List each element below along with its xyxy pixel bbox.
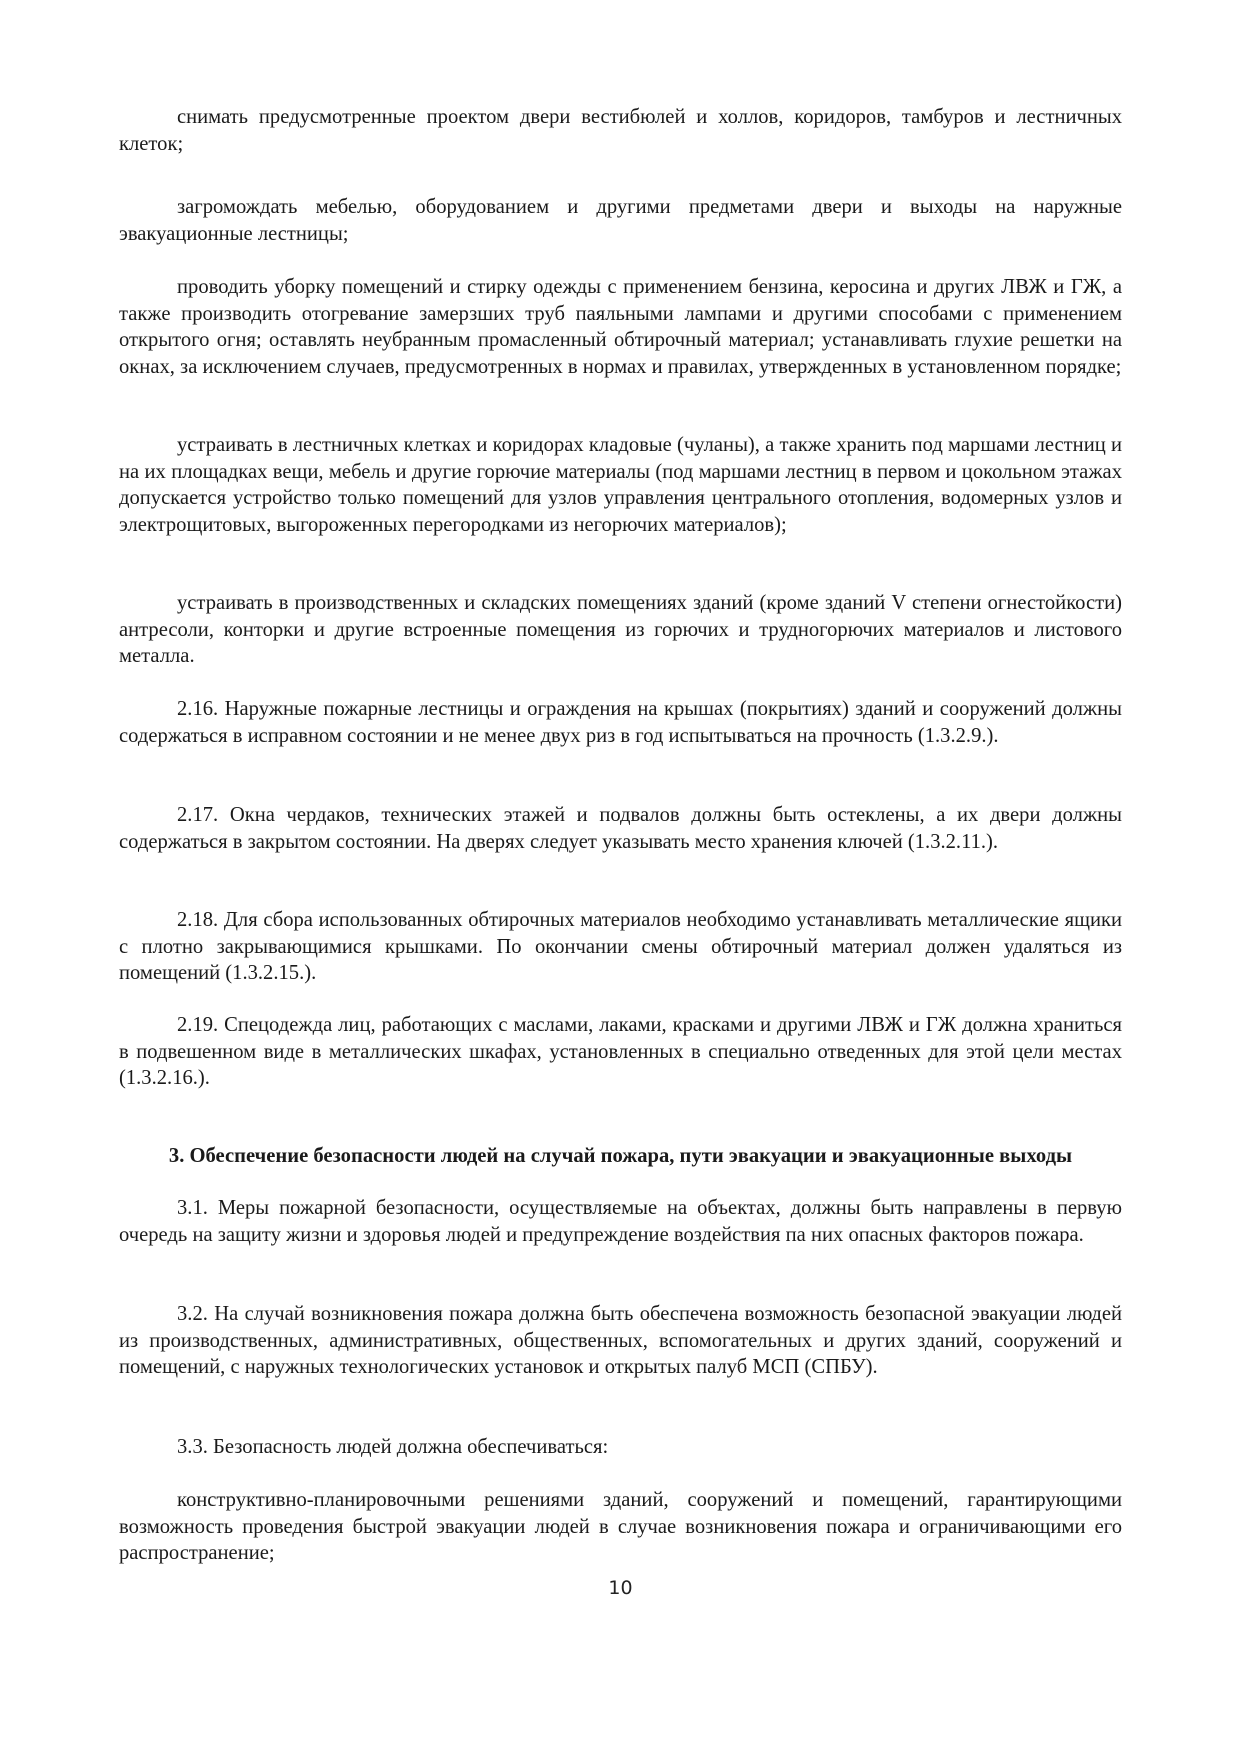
clause-2-19: 2.19. Спецодежда лиц, работающих с маслами, лаками, красками и другими ЛВЖ и ГЖ должна храниться в подвешенном виде в металлических шкафах, установленных в специально отведенных для этой цели местах (1.3.2.16.). xyxy=(119,1014,1122,1089)
clause-3-1: 3.1. Меры пожарной безопасности, осуществляемые на объектах, должны быть направлены в первую очередь на защиту жизни и здоровья людей и предупреждение воздействия па них опасных факторов пожара. xyxy=(119,1197,1122,1246)
section-heading: 3. Обеспечение безопасности людей на случай пожара, пути эвакуации и эвакуационные выходы xyxy=(168,1145,1073,1167)
clause-2-16: 2.16. Наружные пожарные лестницы и ограждения на крышах (покрытиях) зданий и сооружений должны содержаться в исправном состоянии и не менее двух риз в год испытываться на прочность (1.3.2.9.). xyxy=(119,698,1122,747)
paragraph: проводить уборку помещений и стирку одежды с применением бензина, керосина и других ЛВЖ и ГЖ, а также производить отогревание замерзших труб паяльными лампами и другими способами с применением открытого огня; оставлять неубранным промасленный обтирочный материал; устанавливать глухие решетки на окнах, за исключением случаев, предусмотренных в нормах и правилах, утвержденных в установленном порядке; xyxy=(119,276,1122,378)
clause-3-3: 3.3. Безопасность людей должна обеспечиваться: xyxy=(177,1436,609,1458)
clause-3-2: 3.2. На случай возникновения пожара должна быть обеспечена возможность безопасной эвакуации людей из производственных, административных, общественных, вспомогательных и других зданий, сооружений и помещений, с наружных технологических установок и открытых палуб МСП (СПБУ). xyxy=(119,1303,1122,1378)
clause-2-17: 2.17. Окна чердаков, технических этажей и подвалов должны быть остеклены, а их двери должны содержаться в закрытом состоянии. На дверях следует указывать место хранения ключей (1.3.2.11.). xyxy=(119,804,1122,853)
paragraph: устраивать в лестничных клетках и коридорах кладовые (чуланы), а также хранить под маршами лестниц и на их площадках вещи, мебель и другие горючие материалы (под маршами лестниц в первом и цокольном этажах допускается устройство только помещений для узлов управления центрального отопления, водомерных узлов и электрощитовых, выгороженных перегородками из негорючих материалов); xyxy=(119,434,1122,536)
clause-2-18: 2.18. Для сбора использованных обтирочных материалов необходимо устанавливать металлические ящики с плотно закрывающимися крышками. По окончании смены обтирочный материал должен удаляться из помещений (1.3.2.15.). xyxy=(119,909,1122,984)
paragraph: загромождать мебелью, оборудованием и другими предметами двери и выходы на наружные эвакуационные лестницы; xyxy=(119,196,1122,245)
page-number: 10 xyxy=(608,1577,633,1599)
paragraph: устраивать в производственных и складских помещениях зданий (кроме зданий V степени огнестойкости) антресоли, конторки и другие встроенные помещения из горючих и трудногорючих материалов и листового металла. xyxy=(119,592,1122,667)
paragraph: снимать предусмотренные проектом двери вестибюлей и холлов, коридоров, тамбуров и лестничных клеток; xyxy=(119,106,1122,155)
paragraph: конструктивно-планировочными решениями зданий, сооружений и помещений, гарантирующими возможность проведения быстрой эвакуации людей в случае возникновения пожара и ограничивающими его распространение; xyxy=(119,1489,1122,1564)
